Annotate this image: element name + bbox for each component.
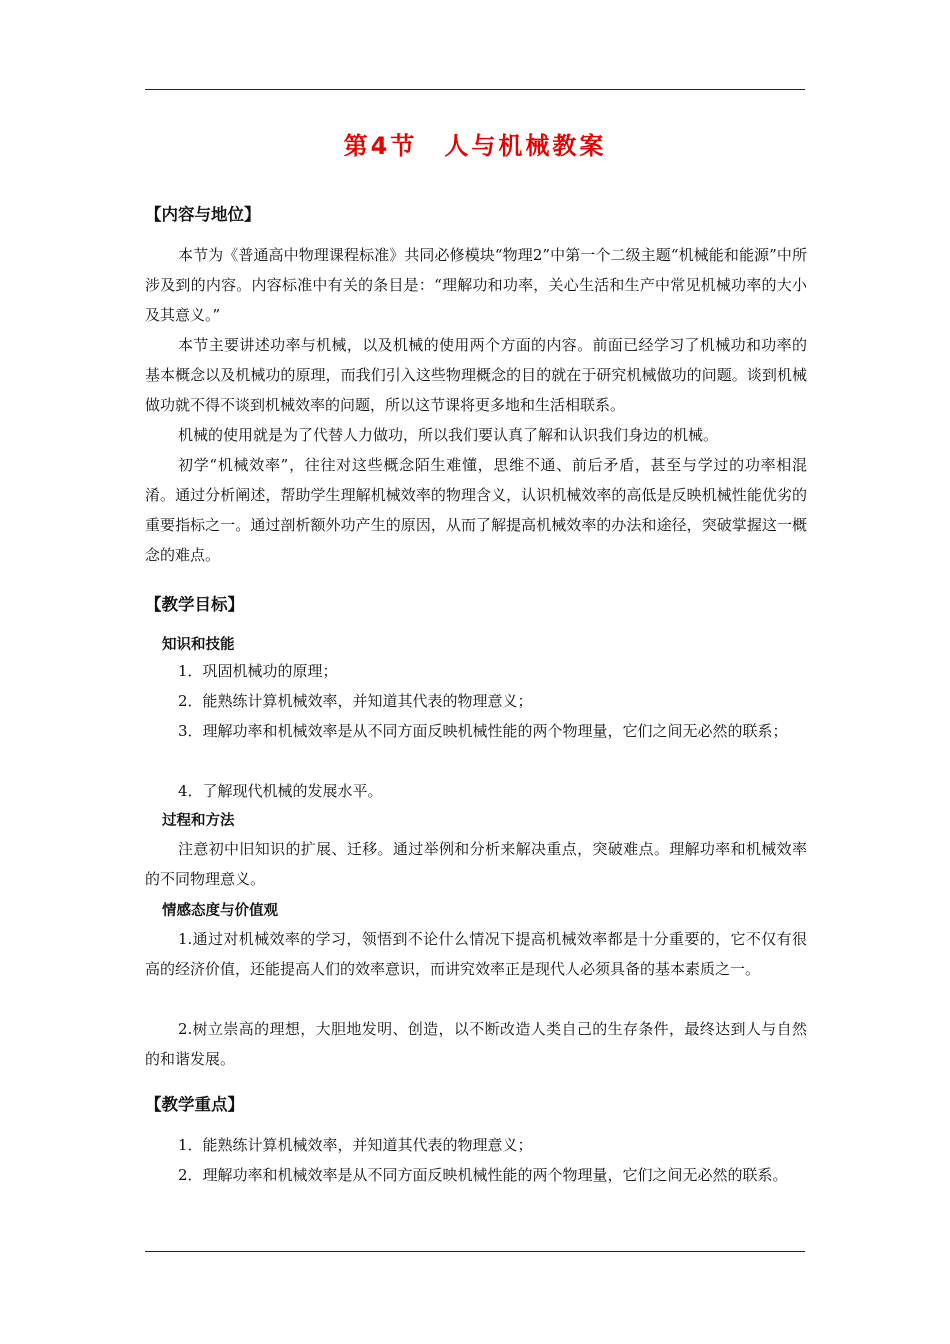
page-title: 第4节 人与机械教案 <box>343 132 607 160</box>
paragraph: 注意初中旧知识的扩展、迁移。通过举例和分析来解决重点，突破难点。理解功率和机械效率的不同物理意义。 <box>145 840 807 888</box>
subheading-knowledge: 知识和技能 <box>162 637 235 653</box>
list-item: 2.树立崇高的理想，大胆地发明、创造，以不断改造人类自己的生存条件，最终达到人与自然的和谐发展。 <box>145 1020 807 1068</box>
paragraph: 初学“机械效率”，往往对这些概念陌生难懂，思维不通、前后矛盾，甚至与学过的功率相混淆。通过分析阐述，帮助学生理解机械效率的物理含义，认识机械效率的高低是反映机械性能优劣的重要指标之一。通过剖析额外功产生的原因，从而了解提高机械效率的办法和途径，突破掌握这一概念的难点。 <box>145 456 807 564</box>
list-item: 1．能熟练计算机械效率，并知道其代表的物理意义； <box>178 1136 533 1154</box>
paragraph: 本节为《普通高中物理课程标准》共同必修模块“物理2”中第一个二级主题“机械能和能源”中所涉及到的内容。内容标准中有关的条目是：“理解功和功率，关心生活和生产中常见机械功率的大小及其意义。” <box>145 246 807 324</box>
subheading-process: 过程和方法 <box>162 813 235 829</box>
section-heading-goals: 【教学目标】 <box>145 595 244 614</box>
list-item: 1．巩固机械功的原理； <box>178 662 338 680</box>
footer-rule <box>145 1251 805 1252</box>
paragraph: 机械的使用就是为了代替人力做功，所以我们要认真了解和认识我们身边的机械。 <box>178 426 719 444</box>
header-rule <box>145 89 805 90</box>
list-item: 4．了解现代机械的发展水平。 <box>178 782 383 800</box>
list-item: 3．理解功率和机械效率是从不同方面反映机械性能的两个物理量，它们之间无必然的联系； <box>178 722 788 740</box>
list-item: 2．理解功率和机械效率是从不同方面反映机械性能的两个物理量，它们之间无必然的联系。 <box>178 1166 788 1184</box>
section-heading-content-position: 【内容与地位】 <box>145 205 261 224</box>
list-item: 1.通过对机械效率的学习，领悟到不论什么情况下提高机械效率都是十分重要的，它不仅有很高的经济价值，还能提高人们的效率意识，而讲究效率正是现代人必须具备的基本素质之一。 <box>145 930 807 978</box>
paragraph: 本节主要讲述功率与机械，以及机械的使用两个方面的内容。前面已经学习了机械功和功率的基本概念以及机械功的原理，而我们引入这些物理概念的目的就在于研究机械做功的问题。谈到机械做功就不得不谈到机械效率的问题，所以这节课将更多地和生活相联系。 <box>145 336 807 414</box>
section-heading-key-points: 【教学重点】 <box>145 1095 244 1114</box>
list-item: 2．能熟练计算机械效率，并知道其代表的物理意义； <box>178 692 533 710</box>
subheading-attitude: 情感态度与价值观 <box>162 903 278 919</box>
